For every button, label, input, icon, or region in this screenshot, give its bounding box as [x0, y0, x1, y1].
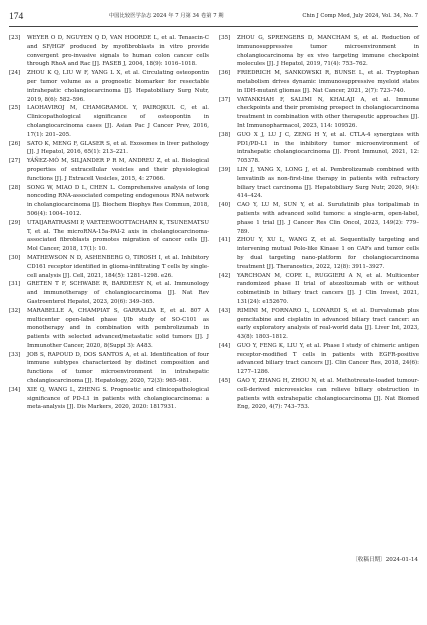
reference-number: [43] [219, 307, 231, 314]
reference-item [219, 272, 419, 307]
reference-number: [30] [9, 254, 21, 261]
reference-number: [27] [9, 158, 21, 165]
reference-number: [32] [9, 307, 21, 314]
reference-number: [33] [9, 351, 21, 358]
reference-text: GUO Y, FENG K, LIU Y, et al. Phase I study of chimeric antigen receptor-modified T cells in patients with EGFR-positive advanced biliary tract cancers [J]. Clin Cancer Res, 2018, 24(6): 1277–1286. [237, 342, 419, 376]
reference-number: [42] [219, 272, 231, 279]
reference-item [9, 280, 209, 306]
reference-item [9, 104, 209, 139]
reference-item [9, 219, 209, 254]
reference-number: [45] [219, 378, 231, 385]
reference-number: [37] [219, 96, 231, 103]
reference-number: [26] [9, 140, 21, 147]
reference-item [9, 386, 209, 412]
reference-item [9, 157, 209, 183]
reference-item [9, 34, 209, 69]
reference-item [9, 140, 209, 158]
reference-item [219, 342, 419, 377]
reference-text: ZHOU K Q, LIU W F, YANG L X, et al. Circulating osteopontin per tumor volume as a prognostic biomarker for resectable intrahepatic cholangiocarcinoma [J]. Hepatobiliary Surg Nutr, 2019, 8(6): 582–596. [27, 70, 209, 103]
reference-item [219, 377, 419, 412]
reference-text: MARABELLE A, CHAMPIAT S, GARRALDA E, et al. 807 A multicenter open-label phase I/Ib study of SO-C101 as monotherapy and in combination with pembrolizumab in patients with selected advanced/metastatic solid tumors [J]. J Immunother Cancer, 2020, 8(Suppl 3): A483. [27, 307, 209, 349]
reference-text: GRETEN T F, SCHWABE R, BARDEESY N, et al. Immunology and immunotherapy of cholangiocarcinoma [J]. Nat Rev Gastroenterol Hepatol, 2023, 20(6): 349–365. [27, 281, 209, 305]
reference-number: [35] [219, 35, 231, 41]
references-right-column [219, 34, 419, 412]
reference-text: VATANKHAH F, SALIMI N, KHALAJI A, et al. Immune checkpoints and their promising prospect in cholangiocarcinoma treatment in combination with other therapeutic approaches [J]. Int Immunopharmacol, 2023, 114: 109526. [237, 96, 419, 129]
reference-text: ZHOU G, SPRENGERS D, MANCHAM S, et al. Reduction of immunosuppressive tumor microenvironment in cholangiocarcinoma by ex vivo targeting immune checkpoint molecules [J]. J Hepatol, 2019, 71(4): 753–762. [237, 35, 419, 68]
reference-text: WEYER O D, NGUYEN Q D, VAN HOORDE L, et al. Tenascin-C and SF/HGF produced by myofibroblasts in vitro provide convergent pro-invasive signals to human colon cancer cells through RhoA and Rac [J]. FASEB J, 2004, 18(9): 1016–1018. [27, 35, 209, 68]
received-date: 〔收稿日期〕2024-01-14 [352, 557, 418, 563]
reference-item [219, 69, 419, 95]
reference-item [219, 166, 419, 201]
reference-text: YÁÑEZ-MÓ M, SILJANDER P R M, ANDREU Z, et al. Biological properties of extracellular vesicles and their physiological functions [J]. J Extracell Vesicles, 2015, 4: 27066. [27, 158, 209, 182]
reference-text: XIE Q, WANG L, ZHENG S. Prognostic and clinicopathological significance of PD-L1 in patients with cholangiocarcinoma: a meta-analysis [J]. Dis Markers, 2020, 2020: 1817931. [27, 386, 209, 411]
reference-item [9, 254, 209, 280]
reference-text: JOB S, RAPOUD D, DOS SANTOS A, et al. Identification of four immune subtypes characterized by distinct composition and functions of tumor microenvironment in intrahepatic cholangiocarcinoma [J]. Hepatology, 2020, 72(3): 965–981. [27, 351, 209, 385]
reference-item [219, 131, 419, 166]
reference-number: [40] [219, 202, 231, 209]
references-left-column [9, 34, 209, 412]
reference-text: GAO Y, ZHANG H, ZHOU N, et al. Methotrexate-loaded tumour-cell-derived microvesicles can relieve biliary obstruction in patients with extrahepatic cholangiocarcinoma [J]. Nat Biomed Eng, 2020, 4(7): 743–753. [237, 378, 419, 411]
reference-item [219, 201, 419, 236]
reference-number: [25] [9, 105, 21, 112]
reference-number: [28] [9, 184, 21, 191]
reference-text: SONG W, MIAO D L, CHEN L. Comprehensive analysis of long noncoding RNA-associated competing endogenous RNA network in cholangiocarcinoma [J]. Biochem Biophys Res Commun, 2018, 506(4): 1004–1012. [27, 184, 209, 217]
reference-number: [31] [9, 281, 21, 288]
page-header [9, 8, 418, 27]
reference-text: FRIEDRICH M, SANKOWSKI R, BUNSE L, et al. Tryptophan metabolism drives dynamic immunosuppressive myeloid states in IDH-mutant gliomas [J]. Nat Cancer, 2021, 2(7): 723–740. [237, 70, 419, 94]
reference-item [219, 34, 419, 69]
reference-number: [41] [219, 237, 231, 244]
reference-item [219, 236, 419, 271]
reference-item [9, 184, 209, 219]
reference-text: LAOHAVIROJ M, CHAMGRAMOL Y, PAIROJKUL C, et al. Clinicopathological significance of osteopontin in cholangiocarcinoma cases [J]. Asian Pac J Cancer Prev, 2016, 17(1): 201–205. [27, 105, 209, 138]
reference-number: [36] [219, 70, 231, 77]
reference-number: [44] [219, 342, 231, 349]
reference-item [219, 96, 419, 131]
reference-item [9, 351, 209, 386]
reference-number: [34] [9, 386, 21, 393]
reference-number: [23] [9, 35, 21, 41]
reference-text: UTAIJARATRASMI P, VAETEEWOOTTACHARN K, TSUNEMATSU T, et al. The microRNA-15a-PAI-2 axis in cholangiocarcinoma-associated fibroblasts promotes migration of cancer cells [J]. Mol Cancer, 2018, 17(1): 10. [27, 219, 209, 253]
reference-text: LIN J, YANG X, LONG J, et al. Pembrolizumab combined with lenvatinib as non-first-line therapy in patients with refractory biliary tract carcinoma [J]. Hepatobiliary Surg Nutr, 2020, 9(4): 414–424. [237, 166, 419, 200]
reference-item [219, 307, 419, 342]
journal-title-en: Chin J Comp Med, July 2024, Vol. 34, No. 7 [302, 13, 418, 19]
reference-text: SATO K, MENG F, GLASER S, et al. Exosomes in liver pathology [J]. J Hepatol, 2016, 65(1): 213–221. [27, 140, 209, 156]
reference-number: [29] [9, 219, 21, 226]
reference-number: [24] [9, 70, 21, 77]
reference-text: ZHOU Y, XU L, WANG Z, et al. Sequentially targeting and intervening mutual Polo-like Kinase 1 on CAFs and tumor cells by dual targeting nano-platform for cholangiocarcinoma treatment [J]. Theranostics, 2022, 12(8): 3911–3927. [237, 237, 419, 270]
reference-text: RIMINI M, FORNARO L, LONARDI S, et al. Durvalumab plus gemcitabine and cisplatin in advanced biliary tract cancer: an early exploratory analysis of real-world data [J]. Liver Int, 2023, 43(8): 1803–1812. [237, 307, 419, 341]
reference-text: MATHEWSON N D, ASHENBERG O, TIROSH I, et al. Inhibitory CD161 receptor identified in glioma-infiltrating T cells by single-cell analysis [J]. Cell, 2021, 184(5): 1281–1298. e26. [27, 254, 209, 279]
reference-number: [39] [219, 166, 231, 173]
reference-text: CAO Y, LU M, SUN Y, et al. Surufatinib plus toripalimab in patients with advanced solid tumors: a single-arm, open-label, phase 1 trial [J]. J Cancer Res Clin Oncol, 2023, 149(2): 779–789. [237, 202, 419, 235]
reference-text: YARCHOAN M, COPE L, RUGGIERI A N, et al. Multicenter randomized phase II trial of atezolizumab with or without cobimetinib in biliary tract cancers [J]. J Clin Invest, 2021, 131(24): e152670. [237, 272, 419, 305]
reference-item [9, 307, 209, 351]
reference-text: GUO X J, LU J C, ZENG H Y, et al. CTLA-4 synergizes with PD1/PD-L1 in the inhibitory tumor microenvironment of intrahepatic cholangiocarcinoma [J]. Front Immunol, 2021, 12: 705378. [237, 131, 419, 165]
page-number: 174 [9, 12, 24, 22]
reference-item [9, 69, 209, 104]
reference-number: [38] [219, 131, 231, 138]
journal-title-cn: 中国比较医学杂志 2024 年 7 月第 34 卷第 7 期 [109, 13, 224, 19]
